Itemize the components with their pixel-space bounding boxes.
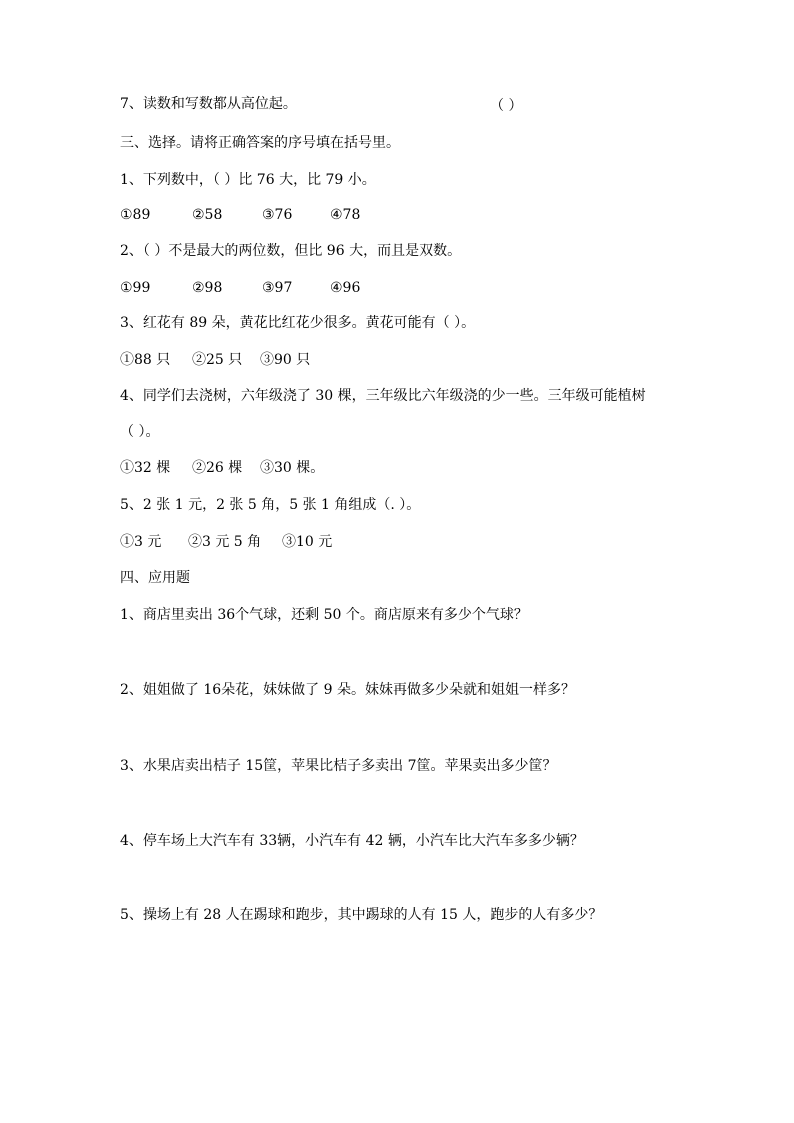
tf-item-7 — [120, 95, 297, 113]
option-2-b: ②98 — [192, 280, 223, 296]
section-4-heading: 四、应用题 — [120, 570, 190, 586]
tf-item-7-answer-paren[interactable]: （ ） — [490, 98, 523, 114]
option-5-c: ③10 元 — [282, 534, 333, 550]
section-3-heading: 三、选择。请将正确答案的序号填在括号里。 — [120, 135, 400, 151]
option-5-b: ②3 元 5 角 — [188, 534, 262, 550]
word-problem-2: 2、姐姐做了 16朵花，妹妹做了 9 朵。妹妹再做多少朵就和姐姐一样多？ — [120, 682, 575, 698]
option-4-b: ②26 棵 — [192, 460, 243, 476]
word-problem-3: 3、水果店卖出桔子 15筐，苹果比桔子多卖出 7筐。苹果卖出多少筐？ — [120, 758, 557, 774]
choice-question-4: 4、同学们去浇树，六年级浇了 30 棵，三年级比六年级浇的少一些。三年级可能植树 — [120, 388, 646, 404]
option-1-a: ①89 — [120, 207, 151, 223]
option-3-a: ①88 只 — [120, 352, 171, 368]
option-4-c: ③30 棵。 — [260, 460, 325, 476]
option-5-a: ①3 元 — [120, 534, 162, 550]
tf-item-7-text: 7、读数和写数都从高位起。 — [120, 96, 297, 112]
option-1-d: ④78 — [330, 207, 361, 223]
option-4-a: ①32 棵 — [120, 460, 171, 476]
word-problem-4: 4、停车场上大汽车有 33辆，小汽车有 42 辆，小汽车比大汽车多多少辆？ — [120, 833, 584, 849]
option-3-b: ②25 只 — [192, 352, 243, 368]
option-1-b: ②58 — [192, 207, 223, 223]
choice-question-5: 5、2 张 1 元，2 张 5 角，5 张 1 角组成（. ）。 — [120, 497, 421, 513]
word-problem-5: 5、操场上有 28 人在踢球和跑步，其中踢球的人有 15 人，跑步的人有多少？ — [120, 907, 603, 923]
option-2-a: ①99 — [120, 280, 151, 296]
choice-question-4-cont: （ ）。 — [120, 424, 160, 440]
option-3-c: ③90 只 — [260, 352, 311, 368]
option-1-c: ③76 — [262, 207, 293, 223]
option-2-d: ④96 — [330, 280, 361, 296]
choice-question-3: 3、红花有 89 朵，黄花比红花少很多。黄花可能有（ ）。 — [120, 315, 476, 331]
word-problem-1: 1、商店里卖出 36个气球，还剩 50 个。商店原来有多少个气球？ — [120, 607, 528, 623]
choice-question-1: 1、下列数中，（ ）比 76 大，比 79 小。 — [120, 172, 376, 188]
choice-question-2: 2、（ ）不是最大的两位数，但比 96 大，而且是双数。 — [120, 243, 462, 259]
option-2-c: ③97 — [262, 280, 293, 296]
